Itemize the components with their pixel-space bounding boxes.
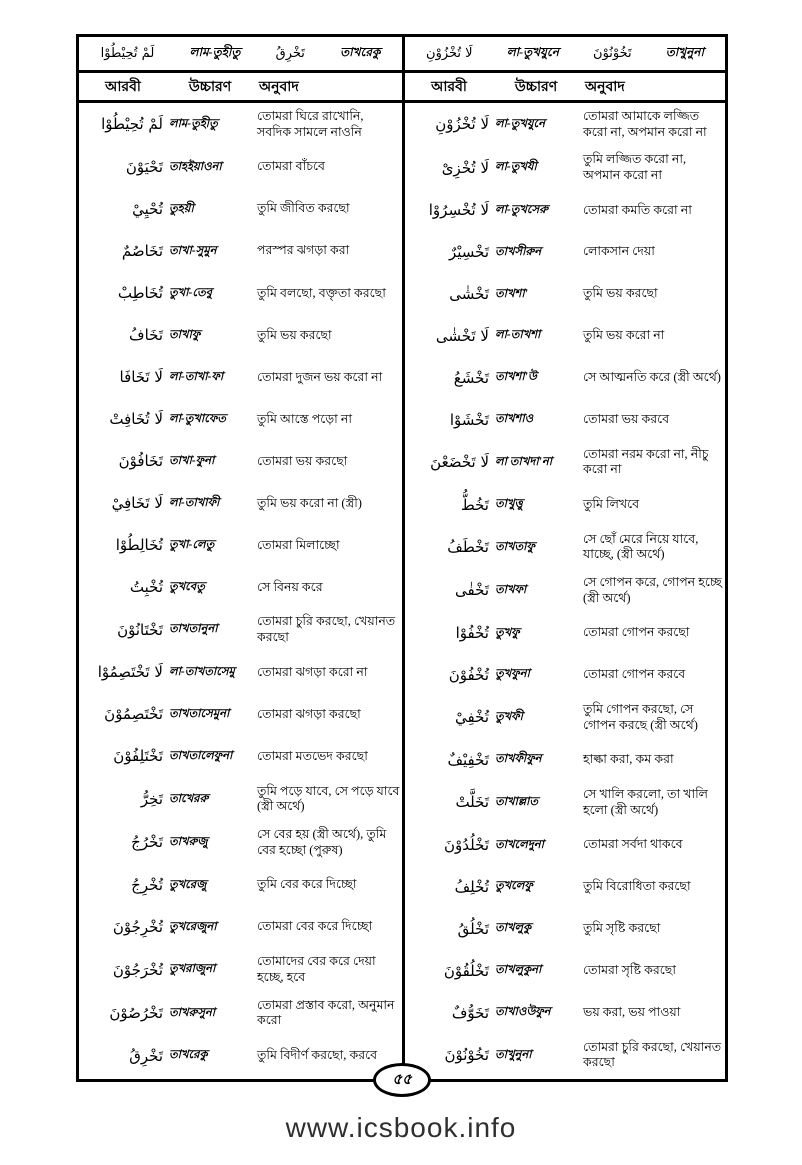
- vocab-row: [407, 237, 723, 267]
- arabic-word: تَخْسِيْرٌ: [448, 242, 489, 261]
- arabic-word: تَخَافُ: [129, 326, 163, 345]
- translation: সে খালি করলো, তা খালি হলো (স্ত্রী অর্থে): [583, 787, 708, 817]
- arabic-word: تَخِرُّ: [140, 790, 163, 809]
- arabic-word: تُحْيِيْ: [132, 200, 163, 219]
- running-header-left: [79, 37, 402, 73]
- vocab-row: [407, 872, 723, 902]
- translation: তোমরা ঘিরে রাখোনি, সবদিক সামলে নাওনি: [257, 109, 364, 139]
- translation: তোমরা সৃষ্টি করছো: [583, 963, 676, 978]
- translation: তোমরা ভয় করবে: [583, 412, 670, 427]
- right-column: [402, 37, 725, 1079]
- arabic-word: تَخْشٰى: [449, 284, 489, 303]
- header-pronunciation: উচ্চারণ: [514, 79, 558, 95]
- pronunciation: তাখুত্তু: [495, 498, 523, 511]
- arabic-word: تَخْلُقُوْنَ: [443, 961, 489, 980]
- pronunciation: লা-তাখা-ফা: [169, 370, 224, 383]
- arabic-word: لَا تَخْضَعْنَ: [430, 453, 489, 472]
- arabic-word: تَخْتَصِمُوْنَ: [104, 705, 163, 724]
- vocab-row: [81, 530, 400, 560]
- arabic-word: تُخْفُوْنَ: [448, 665, 489, 684]
- first-word-arabic: لَا تُخْزُوْنِ: [426, 46, 473, 61]
- header-translation: অনুবাদ: [585, 79, 625, 95]
- vocab-row: [407, 745, 723, 775]
- vocab-row: [407, 490, 723, 520]
- arabic-word: تُخَالِطُوْا: [115, 536, 163, 555]
- vocab-table: [76, 34, 728, 1088]
- pronunciation: তাখরুজু: [169, 836, 208, 849]
- vocab-row: [407, 109, 723, 140]
- vocab-row: [407, 405, 723, 435]
- vocab-row: [407, 195, 723, 225]
- translation: তোমরা মতভেদ করছো: [257, 748, 368, 763]
- header-pronunciation: উচ্চারণ: [188, 79, 232, 95]
- arabic-word: تَخْفِيْفٌ: [447, 750, 489, 769]
- pronunciation: তাহইয়াওনা: [169, 160, 222, 173]
- translation: তুমি বলছো, বক্তৃতা করছো: [257, 285, 386, 300]
- pronunciation: তাখাফু: [169, 328, 201, 341]
- translation: তুমি পড়ে যাবে, সে পড়ে যাবে (স্ত্রী অর্থে): [257, 783, 400, 814]
- arabic-word: لَا تَخْتَصِمُوْا: [97, 663, 163, 682]
- pronunciation: লাম-তুহীতু: [169, 118, 218, 131]
- pronunciation: তুখা-লেতু: [169, 538, 215, 551]
- watermark-url: www.icsbook.info: [285, 1112, 517, 1143]
- pronunciation: তাখতানুনা: [169, 623, 218, 636]
- pronunciation: তাখশা': [495, 287, 528, 300]
- vocab-row: [81, 446, 400, 476]
- pronunciation: তুখফী: [495, 710, 523, 723]
- translation: তুমি লিখবে: [583, 497, 640, 512]
- translation: তোমরা বাঁচবে: [257, 159, 325, 174]
- arabic-word: تُخْفُوْا: [455, 623, 489, 642]
- pronunciation: তাখতালেফুনা: [169, 750, 233, 763]
- header-translation: অনুবাদ: [259, 79, 299, 95]
- arabic-word: تُخَاطِبْ: [117, 284, 163, 303]
- vocab-row: [81, 614, 400, 645]
- arabic-word: تُخْفِيْ: [455, 708, 489, 727]
- translation: তোমরা চুরি করছো, খেয়ানত করছো: [257, 614, 396, 645]
- translation: তোমরা চুরি করছো, খেয়ানত করছো: [583, 1039, 722, 1070]
- rows-container-left: [79, 103, 402, 1079]
- arabic-word: لَا تَخْشٰى: [435, 326, 489, 345]
- translation: সে আত্মনতি করে (স্ত্রী অর্থে): [583, 370, 721, 385]
- vocab-row: [407, 787, 723, 818]
- pronunciation: তাখফীফুন: [495, 753, 542, 766]
- pronunciation: তাখাওউফুন: [495, 1006, 551, 1019]
- translation: তোমরা গোপন করছো: [583, 625, 690, 640]
- page-number-badge: [373, 1063, 431, 1097]
- column-headers-right: [405, 73, 725, 103]
- translation: তুমি জীবিত করছো: [257, 201, 350, 216]
- translation: লোকসান দেয়া: [583, 244, 655, 259]
- pronunciation: তাখফা: [495, 583, 527, 596]
- vocab-row: [407, 575, 723, 606]
- pronunciation: তাখতাসেমুনা: [169, 708, 230, 721]
- pronunciation: লা তাখদা'না: [495, 455, 553, 468]
- translation: তোমরা সর্বদা থাকবে: [583, 837, 683, 852]
- vocab-row: [81, 784, 400, 815]
- translation: তুমি সৃষ্টি করছো: [583, 921, 661, 936]
- arabic-word: تَخْلُقُ: [457, 919, 489, 938]
- arabic-word: تَخَوُّفٌ: [451, 1003, 489, 1022]
- pronunciation: তাখতাফু: [495, 540, 535, 553]
- vocab-row: [407, 532, 723, 563]
- arabic-word: لَا تَخَافَا: [119, 368, 163, 387]
- arabic-word: تَخُطُّ: [460, 495, 489, 514]
- pronunciation: তাখেররু: [169, 792, 209, 805]
- vocab-row: [407, 152, 723, 183]
- first-word-pronunciation: লা-তুখযুনে: [506, 44, 559, 59]
- arabic-word: لَا تُخَافِتْ: [109, 410, 163, 429]
- pronunciation: তাখশা'উ: [495, 371, 537, 384]
- pronunciation: তুহয়ী: [169, 202, 194, 215]
- arabic-word: تَخْشَوْا: [449, 410, 489, 429]
- vocab-row: [81, 572, 400, 602]
- arabic-word: تَخْرِقُ: [129, 1046, 163, 1065]
- pronunciation: তাখাল্লাত: [495, 796, 538, 809]
- pronunciation: তুখবেতু: [169, 580, 205, 593]
- vocab-row: [81, 912, 400, 942]
- pronunciation: তাখলেদুনা: [495, 838, 544, 851]
- pronunciation: তুখফু: [495, 626, 520, 639]
- running-header-right: [405, 37, 725, 73]
- translation: সে ছোঁ মেরে নিয়ে যাবে, যাচ্ছে, (স্ত্রী অর্থে): [583, 531, 699, 562]
- vocab-row: [407, 998, 723, 1028]
- vocab-row: [81, 954, 400, 985]
- header-arabic: আরবী: [105, 79, 141, 95]
- translation: তুমি ভয় করছো: [257, 327, 332, 342]
- arabic-word: تَخْلُدُوْنَ: [444, 835, 489, 854]
- translation: তোমরা ভয় করছো: [257, 453, 348, 468]
- pronunciation: তুখরাজুনা: [169, 963, 216, 976]
- pronunciation: লা-তাখতাসেমু: [169, 666, 235, 679]
- arabic-word: تَخْتَلِفُوْنَ: [113, 747, 163, 766]
- pronunciation: তাখলুকুনা: [495, 964, 542, 977]
- translation: তোমরা আমাকে লজ্জিত করো না, অপমান করো না: [583, 109, 707, 139]
- pronunciation: লা-তুখাফেত: [169, 412, 226, 425]
- vocab-row: [81, 109, 400, 140]
- vocab-row: [81, 152, 400, 182]
- translation: তুমি ভয় করো না (স্ত্রী): [257, 495, 362, 510]
- last-word-pronunciation: তাখুনুনা: [665, 44, 704, 59]
- pronunciation: লা-তাখাফী: [169, 496, 220, 509]
- pronunciation: তাখা-ফুনা: [169, 454, 215, 467]
- arabic-word: تَخْشَعُ: [453, 368, 489, 387]
- first-word-pronunciation: লাম-তুহীতু: [189, 44, 241, 59]
- page-number: ৫৫: [392, 1071, 412, 1088]
- arabic-word: تُخْرِجُوْنَ: [112, 918, 163, 937]
- arabic-word: تَخَاصُمٌ: [121, 242, 163, 261]
- first-word-arabic: لَمْ تُحِيْطُوْا: [100, 46, 155, 61]
- vocab-row: [81, 742, 400, 772]
- translation: তুমি আস্তে পড়ো না: [257, 411, 353, 426]
- vocab-row: [407, 618, 723, 648]
- vocab-row: [407, 914, 723, 944]
- last-word-arabic: تَخُوْنُوْنَ: [593, 46, 632, 61]
- arabic-word: تُخْرَجُوْنَ: [112, 960, 163, 979]
- vocab-row: [81, 998, 400, 1029]
- translation: তোমরা নরম করো না, নীচু করো না: [583, 446, 709, 477]
- translation: তোমরা প্রস্তাব করো, অনুমান করো: [257, 997, 395, 1028]
- translation: তুমি বের করে দিচ্ছো: [257, 877, 357, 892]
- pronunciation: লা-তুখযী: [495, 161, 537, 174]
- vocab-row: [81, 236, 400, 266]
- arabic-word: تَخَافُوْنَ: [118, 452, 163, 471]
- rows-container-right: [405, 103, 725, 1079]
- arabic-word: تَخُوْنُوْنَ: [444, 1046, 489, 1065]
- pronunciation: তুখরেজুনা: [169, 920, 217, 933]
- header-arabic: আরবী: [431, 79, 467, 95]
- vocab-row: [407, 830, 723, 860]
- pronunciation: তাখা-সুমুন: [169, 244, 217, 257]
- translation: তোমাদের বের করে দেয়া হচ্ছে, হবে: [257, 954, 376, 984]
- pronunciation: লা-তুখযুনে: [495, 118, 546, 131]
- translation: পরস্পর ঝগড়া করা: [257, 243, 350, 258]
- translation: ভয় করা, ভয় পাওয়া: [583, 1004, 681, 1019]
- arabic-word: تُخْرِجُ: [131, 876, 163, 895]
- pronunciation: তুখা-তেবু: [169, 286, 213, 299]
- translation: তোমরা ঝগড়া করো না: [257, 664, 368, 679]
- vocab-row: [407, 279, 723, 309]
- vocab-row: [407, 956, 723, 986]
- translation: তুমি ভয় করছো: [583, 286, 658, 301]
- pronunciation: তাখরেকু: [169, 1049, 208, 1062]
- translation: তোমরা মিলাচ্ছো: [257, 537, 340, 552]
- translation: তুমি ভয় করো না: [583, 328, 665, 343]
- pronunciation: তাখশাও: [495, 413, 534, 426]
- pronunciation: তাখরুসুনা: [169, 1006, 216, 1019]
- vocab-row: [407, 447, 723, 478]
- pronunciation: লা-তুখসেরু: [495, 203, 548, 216]
- arabic-word: تَخْطَفُ: [447, 538, 489, 557]
- vocab-row: [407, 321, 723, 351]
- pronunciation: তুখলেফু: [495, 880, 533, 893]
- vocab-row: [81, 658, 400, 688]
- arabic-word: لَا تُخْزِىْ: [441, 158, 489, 177]
- arabic-word: لَا تُخْسِرُوْا: [428, 201, 489, 220]
- pronunciation: তাখসীরুন: [495, 245, 542, 258]
- arabic-word: تَخْرُجُ: [131, 833, 163, 852]
- column-headers-left: [79, 73, 402, 103]
- arabic-word: تُخْلِفُ: [454, 877, 489, 896]
- vocab-row: [81, 827, 400, 858]
- translation: তোমরা ঝগড়া করছো: [257, 706, 361, 721]
- arabic-word: تَخَلَّتْ: [455, 793, 489, 812]
- vocab-row: [81, 488, 400, 518]
- translation: সে বিনয় করে: [257, 579, 323, 594]
- vocab-row: [407, 1040, 723, 1071]
- vocab-row: [81, 870, 400, 900]
- arabic-word: تَخْتَانُوْنَ: [117, 620, 163, 639]
- vocab-row: [81, 194, 400, 224]
- arabic-word: تَحْيَوْنَ: [125, 158, 163, 177]
- vocab-row: [81, 700, 400, 730]
- translation: তুমি গোপন করছো, সে গোপন করছে (স্ত্রী অর্থে): [583, 701, 698, 732]
- left-column: [79, 37, 402, 1079]
- translation: তোমরা দুজন ভয় করো না: [257, 369, 383, 384]
- vocab-row: [81, 1041, 400, 1071]
- arabic-word: لَا تَخَافِيْ: [111, 494, 163, 513]
- arabic-word: تَخْرُصُوْنَ: [109, 1003, 163, 1022]
- arabic-word: تُخْبِتُ: [129, 578, 163, 597]
- translation: তোমরা গোপন করবে: [583, 667, 686, 682]
- translation: তুমি বিদীর্ণ করছো, করবে: [257, 1048, 378, 1063]
- translation: তুমি লজ্জিত করো না, অপমান করো না: [583, 152, 687, 182]
- vocab-row: [81, 320, 400, 350]
- arabic-word: تَخْفٰى: [455, 581, 489, 600]
- translation: তুমি বিরোধিতা করছো: [583, 879, 691, 894]
- arabic-word: لَمْ تُحِيْطُوْا: [101, 115, 163, 134]
- translation: সে গোপন করে, গোপন হচ্ছে (স্ত্রী অর্থে): [583, 574, 722, 605]
- vocab-row: [81, 278, 400, 308]
- last-word-arabic: تَخْرِقُ: [275, 46, 305, 61]
- translation: তোমরা বের করে দিচ্ছো: [257, 919, 373, 934]
- pronunciation: তুখরেজু: [169, 878, 207, 891]
- vocab-row: [407, 660, 723, 690]
- vocab-row: [407, 702, 723, 733]
- vocab-row: [81, 362, 400, 392]
- pronunciation: তুখফুনা: [495, 668, 530, 681]
- pronunciation: তাখলুকু: [495, 922, 532, 935]
- vocab-row: [81, 404, 400, 434]
- arabic-word: لَا تُخْزُوْنِ: [435, 115, 489, 134]
- pronunciation: তাখুনুনা: [495, 1048, 532, 1061]
- vocab-row: [407, 363, 723, 393]
- pronunciation: লা-তাখশা: [495, 329, 541, 342]
- translation: হাল্কা করা, কম করা: [583, 752, 674, 767]
- translation: তোমরা কমতি করো না: [583, 202, 692, 217]
- translation: সে বের হয় (স্ত্রী অর্থে), তুমি বের হচ্ছো (পুরুষ): [257, 827, 387, 857]
- last-word-pronunciation: তাখরেকু: [340, 44, 381, 59]
